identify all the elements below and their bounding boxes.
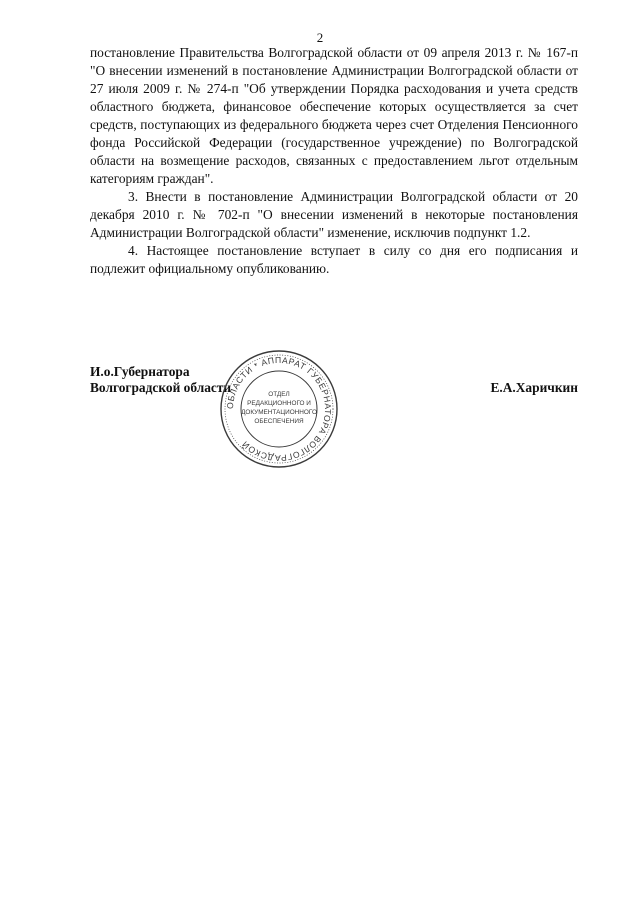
document-body <box>90 44 578 278</box>
stamp-ring-text: ОБЛАСТИ * АППАРАТ ГУБЕРНАТОРА ВОЛГОГРАДСКОЙ <box>224 354 334 464</box>
signatory-position-line2: Волгоградской области <box>90 380 232 395</box>
signatory-position <box>90 364 231 396</box>
stamp-center-line3: ДОКУМЕНТАЦИОННОГО <box>241 409 317 416</box>
paragraph-continuation: постановление Правительства Волгоградской области от 09 апреля 2013 г. № 167-п "О внесении изменений в постановление Администрации Волгоградской области от 27 июля 2009 г. № 274-п "Об утверждении Порядка расходования и учета средств областного бюджета, финансовое обеспечение которых осуществляется за счет средств, поступающих из федерального бюджета через счет Отделения Пенсионного фонда Российской Федерации (государственное учреждение) по Волгоградской области на возмещение расходов, связанных с предоставлением льгот отдельным категориям граждан". <box>90 45 578 186</box>
paragraph-item-4: 4. Настоящее постановление вступает в силу со дня его подписания и подлежит официальному опубликованию. <box>90 243 578 276</box>
official-seal-stamp <box>218 348 340 470</box>
paragraph-item-3: 3. Внести в постановление Администрации Волгоградской области от 20 декабря 2010 г. № 702-п "О внесении изменений в некоторые постановления Администрации Волгоградской области" изменение, исключив подпункт 1.2. <box>90 189 578 240</box>
page-number: 2 <box>316 30 324 45</box>
stamp-center-line1: ОТДЕЛ <box>268 391 290 398</box>
stamp-center-line2: РЕДАКЦИОННОГО И <box>247 400 311 407</box>
stamp-center-line4: ОБЕСПЕЧЕНИЯ <box>254 418 304 425</box>
signatory-name: Е.А.Харичкин <box>490 380 578 395</box>
signature-block <box>90 354 578 468</box>
signatory-position-line1: И.о.Губернатора <box>90 364 190 379</box>
